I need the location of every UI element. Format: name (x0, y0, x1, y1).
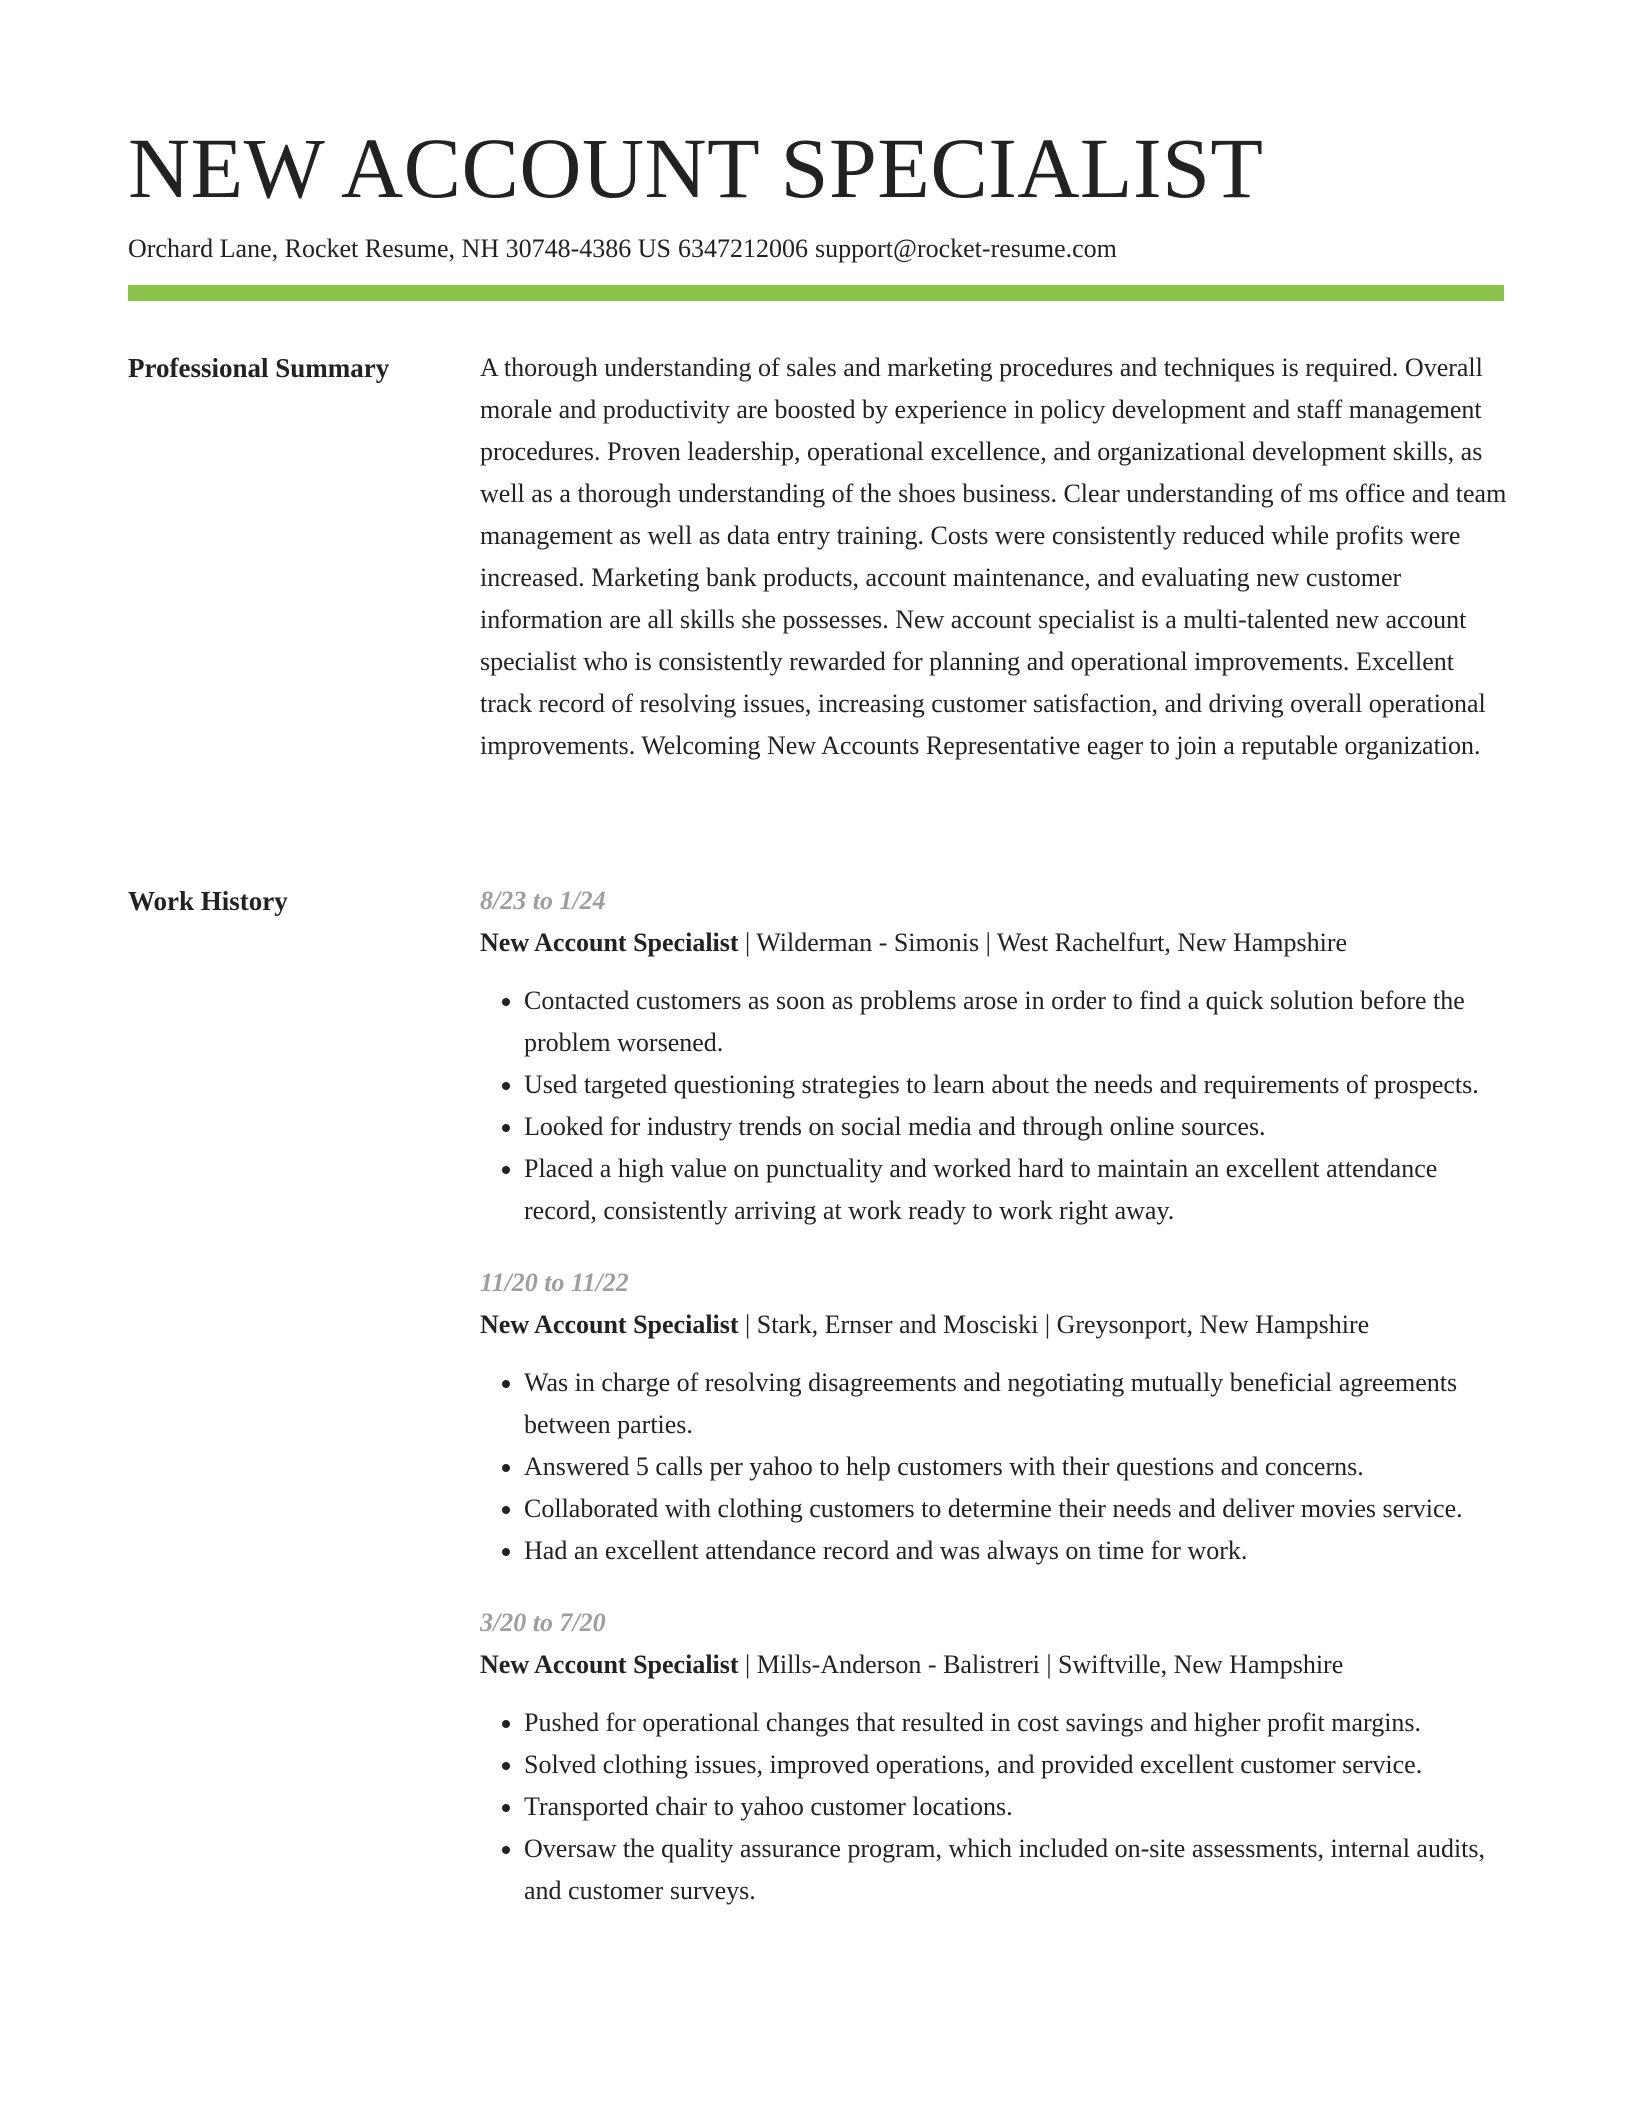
job-bullet: • Answered 5 calls per yahoo to help customers with their questions and concerns. (524, 1446, 1508, 1488)
job-bullet: • Solved clothing issues, improved operations, and provided excellent customer service. (524, 1744, 1508, 1786)
job-date: 11/20 to 11/22 (480, 1268, 629, 1297)
job-entry (480, 1262, 1508, 1572)
job-title: New Account Specialist (480, 928, 739, 957)
resume-name-heading: NEW ACCOUNT SPECIALIST (128, 120, 1264, 216)
job-entry (480, 880, 1508, 1232)
job-entry (480, 1602, 1508, 1912)
job-bullet: • Used targeted questioning strategies to learn about the needs and requirements of prospects. (524, 1064, 1508, 1106)
contact-email: support@rocket-resume.com (815, 234, 1117, 263)
job-details: | Mills-Anderson - Balistreri | Swiftville, New Hampshire (738, 1650, 1344, 1679)
job-details: | Wilderman - Simonis | West Rachelfurt, New Hampshire (738, 928, 1348, 957)
contact-line (128, 229, 1124, 269)
job-bullet: • Looked for industry trends on social media and through online sources. (524, 1106, 1508, 1148)
job-bullet: • Had an excellent attendance record and was always on time for work. (524, 1530, 1508, 1572)
contact-phone: 6347212006 (678, 234, 808, 263)
contact-address: Orchard Lane, Rocket Resume, NH 30748-4386 US (128, 234, 671, 263)
job-bullet: • Contacted customers as soon as problems arose in order to find a quick solution before the problem worsened. (524, 980, 1508, 1064)
summary-text: A thorough understanding of sales and marketing procedures and techniques is required. Overall morale and productivity are boosted by experience in policy development and staff management procedures. Proven leadership, operational excellence, and organizational development skills, as well as a thorough understanding of the shoes business. Clear understanding of ms office and team management as well as data entry training. Costs were consistently reduced while profits were increased. Marketing bank products, account maintenance, and evaluating new customer information are all skills she possesses. New account specialist is a multi-talented new account specialist who is consistently rewarded for planning and operational improvements. Excellent track record of resolving issues, increasing customer satisfaction, and driving overall operational improvements. Welcoming New Accounts Representative eager to join a reputable organization. (480, 353, 1507, 760)
job-bullet: • Pushed for operational changes that resulted in cost savings and higher profit margins. (524, 1702, 1508, 1744)
summary-section-body (480, 347, 1508, 767)
work-history-section-label: Work History (128, 886, 288, 916)
job-title-line (480, 922, 1508, 964)
work-history-section-body (480, 880, 1508, 1942)
job-bullet-list (480, 1702, 1508, 1912)
job-bullet: • Transported chair to yahoo customer locations. (524, 1786, 1508, 1828)
job-title-line (480, 1304, 1508, 1346)
summary-section-label: Professional Summary (128, 353, 390, 383)
job-bullet: • Placed a high value on punctuality and worked hard to maintain an excellent attendance record, consistently arriving at work ready to work right away. (524, 1148, 1508, 1232)
job-bullet-list (480, 1362, 1508, 1572)
job-date: 8/23 to 1/24 (480, 886, 606, 915)
job-date: 3/20 to 7/20 (480, 1608, 606, 1637)
job-bullet-list (480, 980, 1508, 1232)
job-details: | Stark, Ernser and Mosciski | Greysonport, New Hampshire (738, 1310, 1370, 1339)
job-title: New Account Specialist (480, 1310, 739, 1339)
job-title: New Account Specialist (480, 1650, 739, 1679)
job-bullet: • Was in charge of resolving disagreements and negotiating mutually beneficial agreements between parties. (524, 1362, 1508, 1446)
job-bullet: • Oversaw the quality assurance program, which included on-site assessments, internal audits, and customer surveys. (524, 1828, 1508, 1912)
job-bullet: • Collaborated with clothing customers to determine their needs and deliver movies service. (524, 1488, 1508, 1530)
header-divider (128, 285, 1504, 301)
job-title-line (480, 1644, 1508, 1686)
